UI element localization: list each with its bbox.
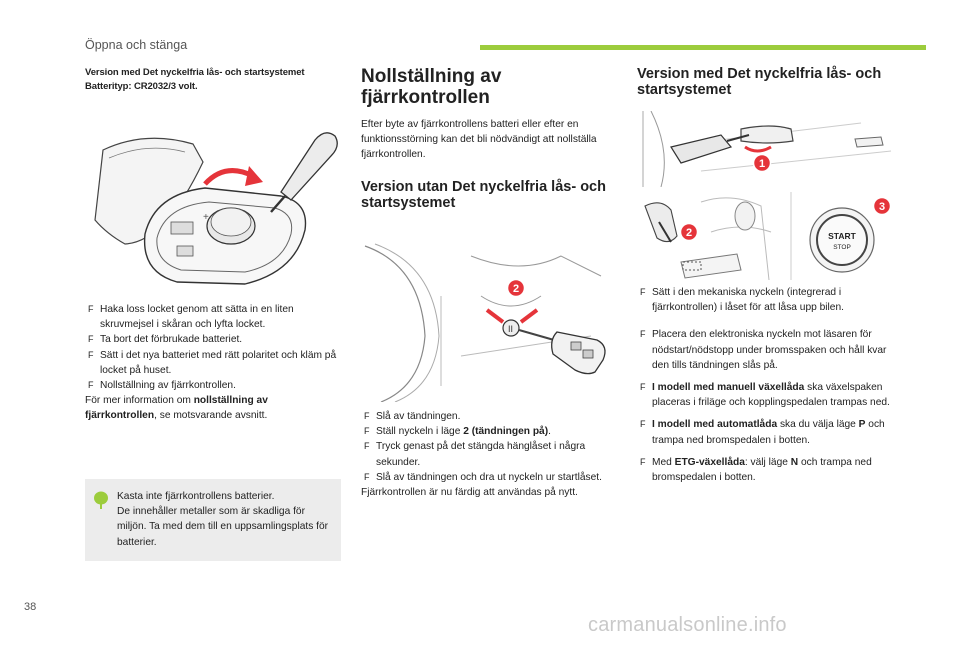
keyless-steps — [637, 285, 899, 485]
step-list-item: F Sätt i det nya batteriet med rätt polaritet och kläm på locket på huset. — [88, 349, 337, 376]
step-list-item: F Sätt i den mekaniska nyckeln (integrerad i fjärrkontrollen) i låset för att låsa upp bilen. — [640, 287, 844, 314]
step-list-item: F I modell med manuell växellåda ska växelspaken placeras i friläge och kopplingspedalen trampas ned. — [640, 382, 890, 409]
step-list-item: F Med ETG-växellåda: välj läge N och trampa ned bromspedalen i botten. — [640, 456, 872, 484]
remote-battery-illustration — [85, 122, 341, 300]
subheading-without-keyless: Version utan Det nyckelfria lås- och startsystemet — [361, 178, 606, 211]
info-line: De innehåller metaller som är skadliga för miljön. Ta med dem till en uppsamlingsplats för batterier. — [117, 506, 329, 548]
door-key-illustration — [641, 111, 899, 187]
watermark: carmanualsonline.info — [588, 614, 787, 636]
leaf-icon — [93, 491, 109, 509]
battery-steps — [85, 302, 341, 424]
environment-info-box — [85, 479, 341, 561]
intro-battery-type: Batterityp: CR2032/3 volt. — [85, 81, 198, 92]
intro-version-line: Version med Det nyckelfria lås- och startsystemet — [85, 67, 305, 78]
step-list-item: F Slå av tändningen. — [364, 411, 461, 422]
column-battery-replacement — [85, 66, 341, 94]
figure-label-badge: 1 — [758, 158, 766, 170]
ignition-key-illustration — [361, 236, 613, 402]
step-list-item: F Nollställning av fjärrkontrollen. — [88, 380, 236, 392]
step-list-item: F Slå av tändningen och dra ut nyckeln ur startlåset. — [364, 471, 602, 483]
console-key-illustration — [641, 192, 789, 280]
svg-text:+: + — [203, 212, 209, 223]
reset-intro: Efter byte av fjärrkontrollens batteri eller efter en funktionsstörning kan det bli nödvändigt att nollställa fjärrkontrollen. — [361, 119, 597, 161]
column-keyless — [637, 66, 899, 98]
info-line: Kasta inte fjärrkontrollens batterier. — [117, 491, 275, 502]
svg-text:II: II — [508, 324, 514, 334]
step-list-item: F Tryck genast på det stängda hänglåset i några sekunder. — [364, 441, 586, 468]
reset-closing: Fjärrkontrollen är nu färdig att användas på nytt. — [361, 487, 578, 499]
step-list-item: F Placera den elektroniska nyckeln mot läsaren för nödstart/nödstopp under bromsspaken och håll kvar den tills tändningen slås på. — [640, 329, 887, 371]
start-stop-button-illustration — [790, 192, 900, 280]
step-list-item: F Ta bort det förbrukade batteriet. — [88, 334, 243, 346]
page-number: 38 — [24, 601, 37, 613]
step-list-item: F Ställ nyckeln i läge 2 (tändningen på). — [364, 426, 551, 438]
step-list-item: F I modell med automatlåda ska du välja läge P och trampa ned bromspedalen i botten. — [640, 419, 885, 446]
section-accent-bar — [480, 45, 926, 50]
reset-steps — [361, 409, 613, 500]
step-list-item: F Haka loss locket genom att sätta in en liten skruvmejsel i skåran och lyfta locket. — [88, 304, 294, 331]
more-info-link[interactable]: nollställning av fjärrkontrollen — [85, 395, 268, 422]
column-remote-reset — [361, 66, 613, 211]
figure-label-badge: 2 — [512, 283, 520, 295]
figure-label-badge: 3 — [878, 201, 886, 213]
main-heading: Nollställning av fjärrkontrollen — [361, 66, 502, 108]
stop-label: STOP — [833, 244, 851, 251]
figure-label-badge: 2 — [685, 227, 693, 239]
section-title: Öppna och stänga — [85, 38, 188, 52]
start-label: START — [828, 231, 856, 241]
subheading-with-keyless: Version med Det nyckelfria lås- och startsystemet — [637, 66, 882, 98]
more-info-text: För mer information om nollställning av fjärrkontrollen, se motsvarande avsnitt. — [85, 395, 268, 422]
